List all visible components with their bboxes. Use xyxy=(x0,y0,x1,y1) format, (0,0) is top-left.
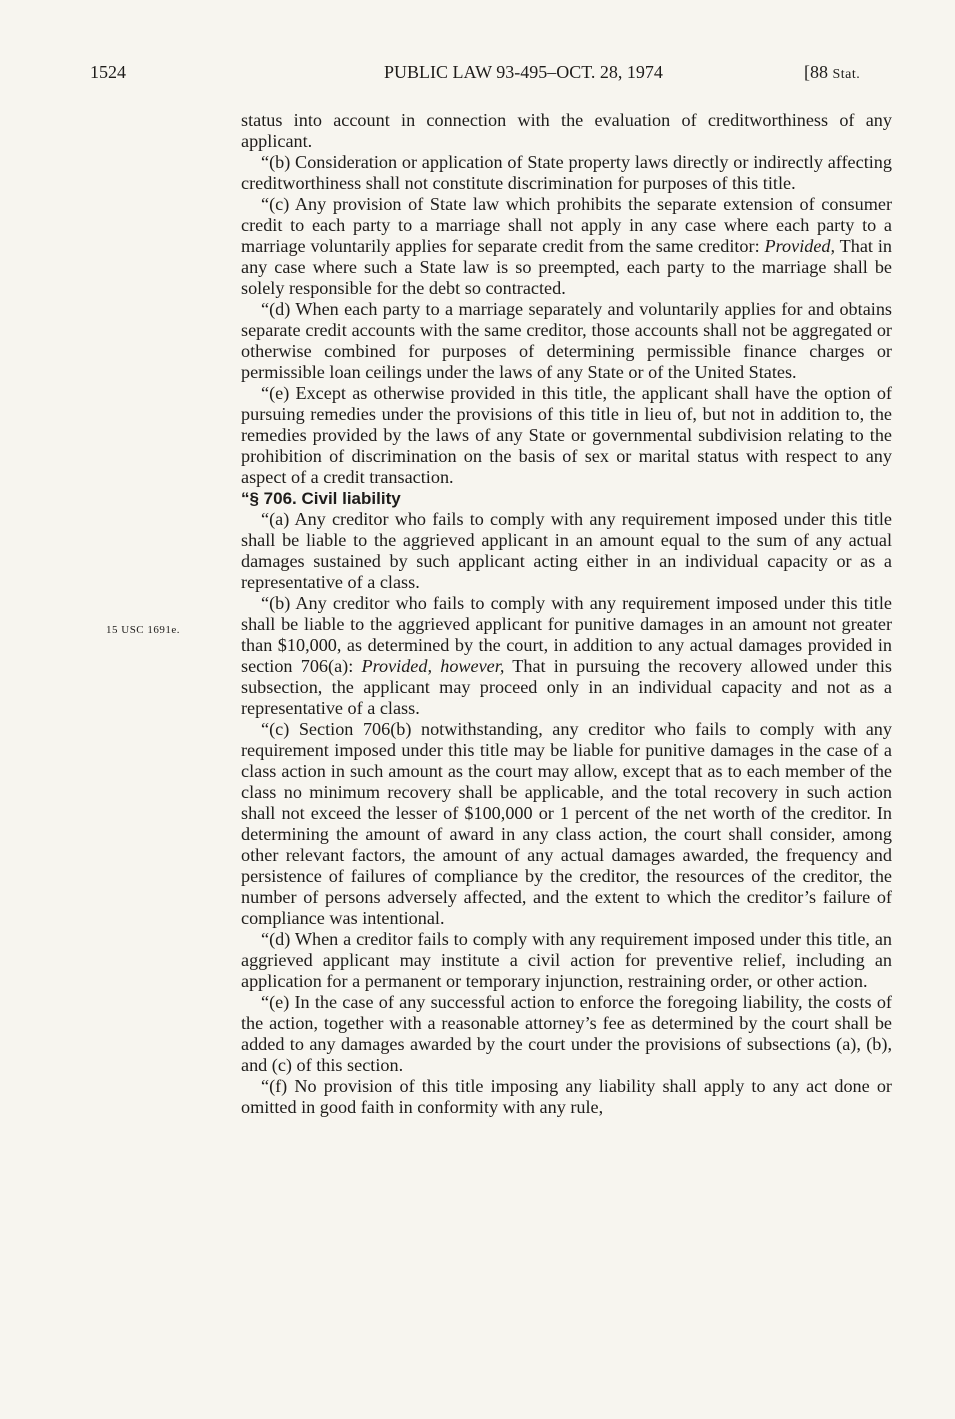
statute-body xyxy=(241,110,892,1118)
section-paragraph-b xyxy=(241,593,892,719)
section-paragraph-d: “(d) When a creditor fails to comply with any requirement imposed under this title, an aggrieved applicant may institute a civil action for preventive relief, including an application for a permanent or temporary injunction, restraining order, or other action. xyxy=(241,929,892,991)
volume-stat: Stat. xyxy=(832,67,861,82)
paragraph-c-text: “(c) Any provision of State law which prohibits the separate extension of consumer credit to each party to a marriage shall not apply in any case where each party to a marriage voluntarily applies for separate credit from the same creditor: xyxy=(241,194,892,256)
page-number: 1524 xyxy=(90,62,126,82)
paragraph-continuation: status into account in connection with the evaluation of creditworthiness of any applicant. xyxy=(241,110,892,151)
paragraph-c-text-end: That in any case where such a State law is so preempted, each party to the marriage shall be solely responsible for the debt so contracted. xyxy=(241,236,892,298)
section-heading: “§ 706. Civil liability xyxy=(241,489,401,508)
section-paragraph-f: “(f) No provision of this title imposing any liability shall apply to any act done or omitted in good faith in conformity with any rule, xyxy=(241,1076,892,1117)
section-b-text: “(b) Any creditor who fails to comply with any requirement imposed under this title shall be liable to the aggrieved applicant for punitive damages in an amount not greater than $10,000, as determined by the court, in addition to any actual damages provided in section 706(a): xyxy=(241,593,892,676)
section-b-text-end: That in pursuing the recovery allowed under this subsection, the applicant may proceed only in an individual capacity and not as a representative of a class. xyxy=(241,656,892,718)
section-paragraph-c: “(c) Section 706(b) notwithstanding, any creditor who fails to comply with any requirement imposed under this title may be liable for punitive damages in the case of a class action in such amount as the court may allow, except that as to each member of the class no minimum recovery shall be applicable, and the total recovery in such action shall not exceed the lesser of $100,000 or 1 percent of the net worth of the creditor. In determining the amount of award in any class action, the court shall consider, among other relevant factors, the amount of any actual damages awarded, the frequency and persistence of failures of compliance by the creditor, the resources of the creditor, the number of persons adversely affected, and the extent to which the creditor’s failure of compliance was intentional. xyxy=(241,719,892,928)
volume-reference xyxy=(804,62,860,83)
section-b-proviso: Provided, however, xyxy=(361,656,505,676)
paragraph-e: “(e) Except as otherwise provided in this title, the applicant shall have the option of pursuing remedies under the provisions of this title in lieu of, but not in addition to, the remedies provided by the laws of any State or governmental subdivision relating to the prohibition of discrimination on the basis of sex or marital status with respect to any aspect of a credit transaction. xyxy=(241,383,892,487)
section-paragraph-e: “(e) In the case of any successful action to enforce the foregoing liability, the costs of the action, together with a reasonable attorney’s fee as determined by the court shall be added to any damages awarded by the court under the provisions of subsections (a), (b), and (c) of this section. xyxy=(241,992,892,1075)
section-paragraph-a: “(a) Any creditor who fails to comply with any requirement imposed under this title shall be liable to the aggrieved applicant in an amount equal to the sum of any actual damages sustained by such applicant acting either in an individual capacity or as a representative of a class. xyxy=(241,509,892,592)
volume-prefix: [88 xyxy=(804,62,833,82)
paragraph-c xyxy=(241,194,892,299)
paragraph-d: “(d) When each party to a marriage separately and voluntarily applies for and obtains separate credit accounts with the same creditor, those accounts shall not be aggregated or otherwise combined for purposes of determining permissible finance charges or permissible loan ceilings under the laws of any State or of the United States. xyxy=(241,299,892,382)
paragraph-b: “(b) Consideration or application of State property laws directly or indirectly affecting creditworthiness shall not constitute discrimination for purposes of this title. xyxy=(241,152,892,193)
margin-usc-citation: 15 USC 1691e. xyxy=(106,624,181,636)
running-head: PUBLIC LAW 93-495–OCT. 28, 1974 xyxy=(384,62,663,82)
paragraph-c-proviso: Provided, xyxy=(764,236,836,256)
page-header xyxy=(0,62,955,86)
